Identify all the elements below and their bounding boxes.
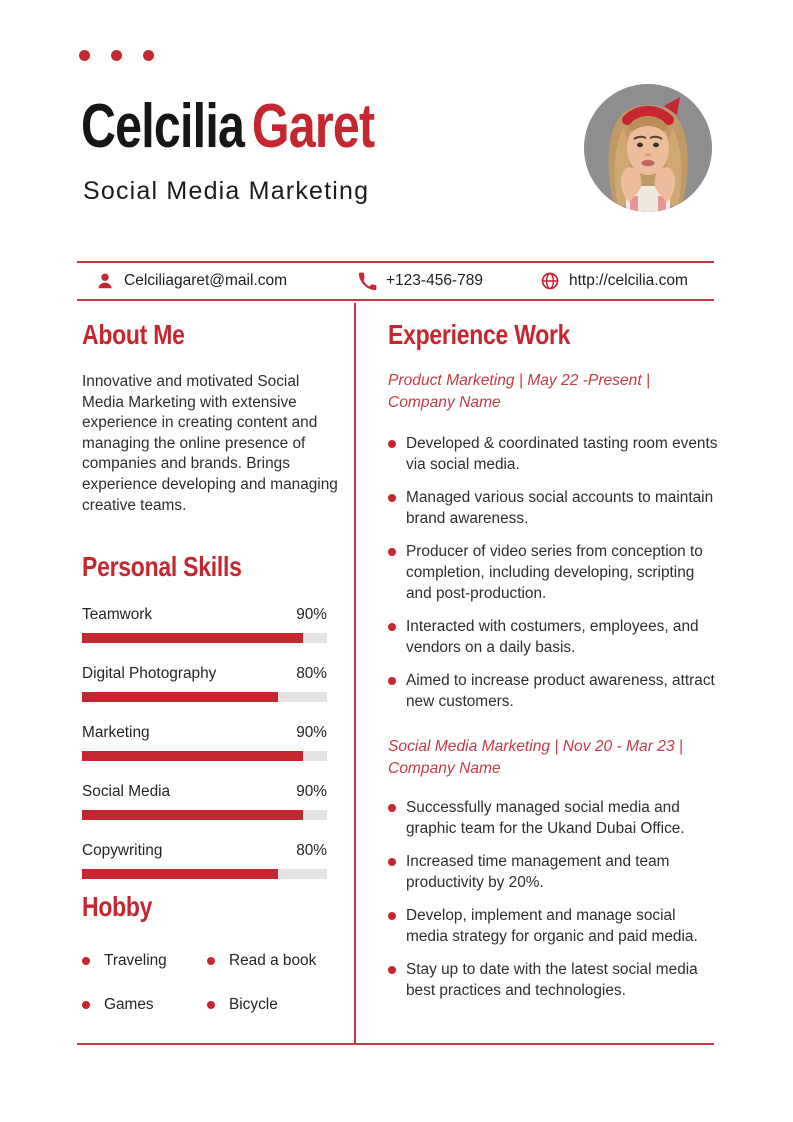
- bullet-text: Managed various social accounts to maintain brand awareness.: [406, 489, 714, 527]
- job-meta-line2: Company Name: [388, 759, 501, 777]
- job-meta-line2: Company Name: [388, 393, 501, 411]
- skill-bar-fill: [82, 751, 303, 761]
- skill-list: [82, 606, 327, 879]
- decorative-dots: [79, 50, 154, 61]
- skill-label: Social Media: [82, 783, 171, 800]
- job-title: Social Media Marketing: [83, 177, 370, 205]
- bullet-dot-icon: [388, 858, 396, 866]
- job-meta-line1: Social Media Marketing | Nov 20 - Mar 23 |: [388, 738, 683, 755]
- job-bullet: [388, 541, 720, 604]
- bullet-text: Stay up to date with the latest social media best practices and technologies.: [406, 961, 698, 999]
- red-dot: [111, 50, 122, 61]
- hobby-list: [82, 952, 352, 1014]
- skill-bar-fill: [82, 810, 303, 820]
- profile-photo: [584, 84, 712, 212]
- job-bullet-list: [388, 433, 720, 712]
- contact-bar: [77, 261, 714, 301]
- first-name: Celcilia: [81, 92, 245, 161]
- hobby-item: [82, 952, 207, 970]
- skill-row: [82, 783, 327, 820]
- bullet-dot-icon: [388, 623, 396, 631]
- bullet-text: Aimed to increase product awareness, attract new customers.: [406, 672, 715, 710]
- skill-row: [82, 724, 327, 761]
- bullet-text: Interacted with costumers, employees, and vendors on a daily basis.: [406, 618, 699, 656]
- job-bullet: [388, 487, 720, 529]
- job-bullet-list: [388, 797, 720, 1001]
- about-section: [82, 320, 338, 516]
- skill-bar-track: [82, 633, 327, 643]
- skill-label: Digital Photography: [82, 665, 217, 682]
- job-bullet: [388, 851, 720, 893]
- hobby-item: [207, 952, 352, 970]
- job-bullet: [388, 433, 720, 475]
- hobby-section: [82, 892, 352, 1014]
- bullet-dot-icon: [388, 494, 396, 502]
- bullet-dot-icon: [388, 804, 396, 812]
- contact-website[interactable]: [540, 263, 688, 299]
- profile-photo-illustration: [584, 84, 712, 212]
- hobby-item: [207, 996, 352, 1014]
- skill-bar-fill: [82, 869, 278, 879]
- bullet-text: Producer of video series from conception to completion, including developing, scripting and post-production.: [406, 543, 703, 602]
- skill-bar-fill: [82, 692, 278, 702]
- contact-phone[interactable]: [358, 263, 483, 299]
- globe-icon: [540, 271, 560, 291]
- skills-section: [82, 552, 327, 901]
- experience-title: Experience Work: [388, 319, 571, 350]
- job-meta: [388, 736, 720, 779]
- hobby-label: Read a book: [229, 952, 317, 969]
- bullet-dot-icon: [388, 440, 396, 448]
- job-bullet: [388, 797, 720, 839]
- bullet-dot-icon: [82, 957, 90, 965]
- skill-bar-track: [82, 869, 327, 879]
- skill-bar-track: [82, 692, 327, 702]
- bullet-text: Develop, implement and manage social media strategy for organic and paid media.: [406, 907, 698, 945]
- job-bullet: [388, 616, 720, 658]
- bullet-dot-icon: [82, 1001, 90, 1009]
- skill-percent: 90%: [296, 724, 327, 741]
- hobby-label: Bicycle: [229, 996, 278, 1013]
- hobby-label: Traveling: [104, 952, 167, 969]
- footer-line: [77, 1043, 714, 1045]
- red-dot: [79, 50, 90, 61]
- skill-row: [82, 665, 327, 702]
- bullet-dot-icon: [207, 1001, 215, 1009]
- skill-percent: 80%: [296, 842, 327, 859]
- column-divider: [354, 303, 356, 1043]
- job-meta: [388, 370, 720, 413]
- skills-title: Personal Skills: [82, 551, 242, 582]
- bullet-dot-icon: [388, 966, 396, 974]
- hobby-title: Hobby: [82, 891, 153, 922]
- person-icon: [95, 271, 115, 291]
- hobby-label: Games: [104, 996, 154, 1013]
- skill-label: Copywriting: [82, 842, 163, 859]
- skill-label: Marketing: [82, 724, 150, 741]
- bullet-text: Increased time management and team productivity by 20%.: [406, 853, 670, 891]
- bullet-text: Successfully managed social media and graphic team for the Ukand Dubai Office.: [406, 799, 685, 837]
- skill-row: [82, 606, 327, 643]
- skill-percent: 80%: [296, 665, 327, 682]
- bullet-dot-icon: [388, 677, 396, 685]
- job-bullet: [388, 959, 720, 1001]
- skill-bar-track: [82, 810, 327, 820]
- contact-email[interactable]: [95, 263, 287, 299]
- last-name: Garet: [251, 92, 375, 161]
- skill-percent: 90%: [296, 606, 327, 623]
- about-text: Innovative and motivated Social Media Marketing with extensive experience in creating content and managing the online presence of companies and brands. Brings experience developing and managing creative teams.: [82, 373, 338, 514]
- skill-percent: 90%: [296, 783, 327, 800]
- experience-section: [388, 320, 720, 1013]
- hobby-item: [82, 996, 207, 1014]
- job-bullet: [388, 905, 720, 947]
- bullet-dot-icon: [207, 957, 215, 965]
- skill-label: Teamwork: [82, 606, 153, 623]
- job-bullet: [388, 670, 720, 712]
- bullet-dot-icon: [388, 912, 396, 920]
- bullet-dot-icon: [388, 548, 396, 556]
- red-dot: [143, 50, 154, 61]
- skill-bar-track: [82, 751, 327, 761]
- skill-bar-fill: [82, 633, 303, 643]
- job-meta-line1: Product Marketing | May 22 -Present |: [388, 372, 651, 389]
- person-name: [81, 94, 374, 159]
- skill-row: [82, 842, 327, 879]
- website-text: http://celcilia.com: [569, 272, 688, 289]
- bullet-text: Developed & coordinated tasting room events via social media.: [406, 435, 718, 473]
- about-title: About Me: [82, 319, 185, 350]
- phone-icon: [358, 272, 377, 291]
- email-text: Celciliagaret@mail.com: [124, 272, 288, 289]
- phone-text: +123-456-789: [386, 272, 483, 289]
